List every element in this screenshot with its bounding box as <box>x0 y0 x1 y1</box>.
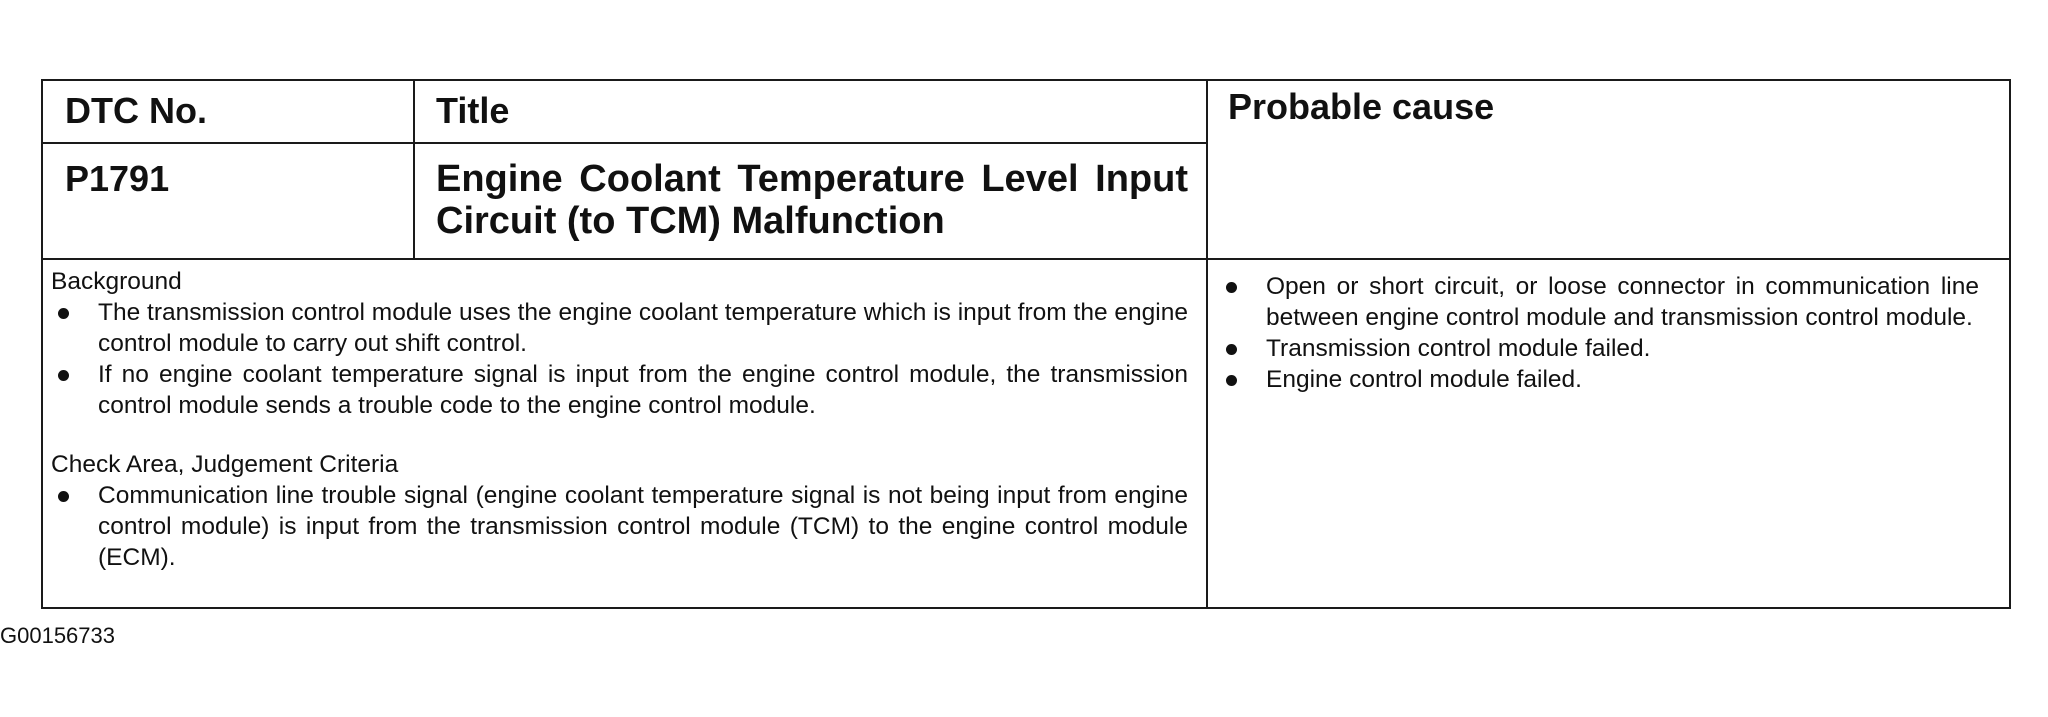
check-area-item: Communication line trouble signal (engine coolant temperature signal is not being input from engine control module) is input from the transmission control module (TCM) to the engine control module (ECM). <box>51 480 1188 573</box>
header-title: Title <box>436 90 510 131</box>
dtc-title: Engine Coolant Temperature Level Input Circuit (to TCM) Malfunction <box>436 158 1188 242</box>
check-area-heading: Check Area, Judgement Criteria <box>51 451 399 478</box>
divider-dtc-title <box>413 81 415 258</box>
dtc-code: P1791 <box>65 158 170 199</box>
background-heading: Background <box>51 268 182 295</box>
divider-title-cause <box>1206 81 1208 607</box>
divider-header-row <box>43 142 1206 144</box>
header-dtc-no: DTC No. <box>65 90 207 131</box>
probable-cause-cell <box>1219 271 1979 395</box>
background-item: If no engine coolant temperature signal is input from the engine control module, the transmission control module sends a trouble code to the engine control module. <box>51 359 1188 421</box>
divider-code-row <box>43 258 2009 260</box>
figure-code: G00156733 <box>0 623 115 648</box>
header-probable-cause: Probable cause <box>1228 86 1495 127</box>
dtc-table <box>41 79 2011 609</box>
probable-cause-item: Engine control module failed. <box>1219 364 1979 395</box>
check-area-list <box>51 480 1188 573</box>
probable-cause-item: Open or short circuit, or loose connector in communication line between engine control module and transmission control module. <box>1219 271 1979 333</box>
description-cell <box>51 266 1188 573</box>
background-item: The transmission control module uses the engine coolant temperature which is input from the engine control module to carry out shift control. <box>51 297 1188 359</box>
background-list <box>51 297 1188 421</box>
probable-cause-item: Transmission control module failed. <box>1219 333 1979 364</box>
probable-cause-list <box>1219 271 1979 395</box>
